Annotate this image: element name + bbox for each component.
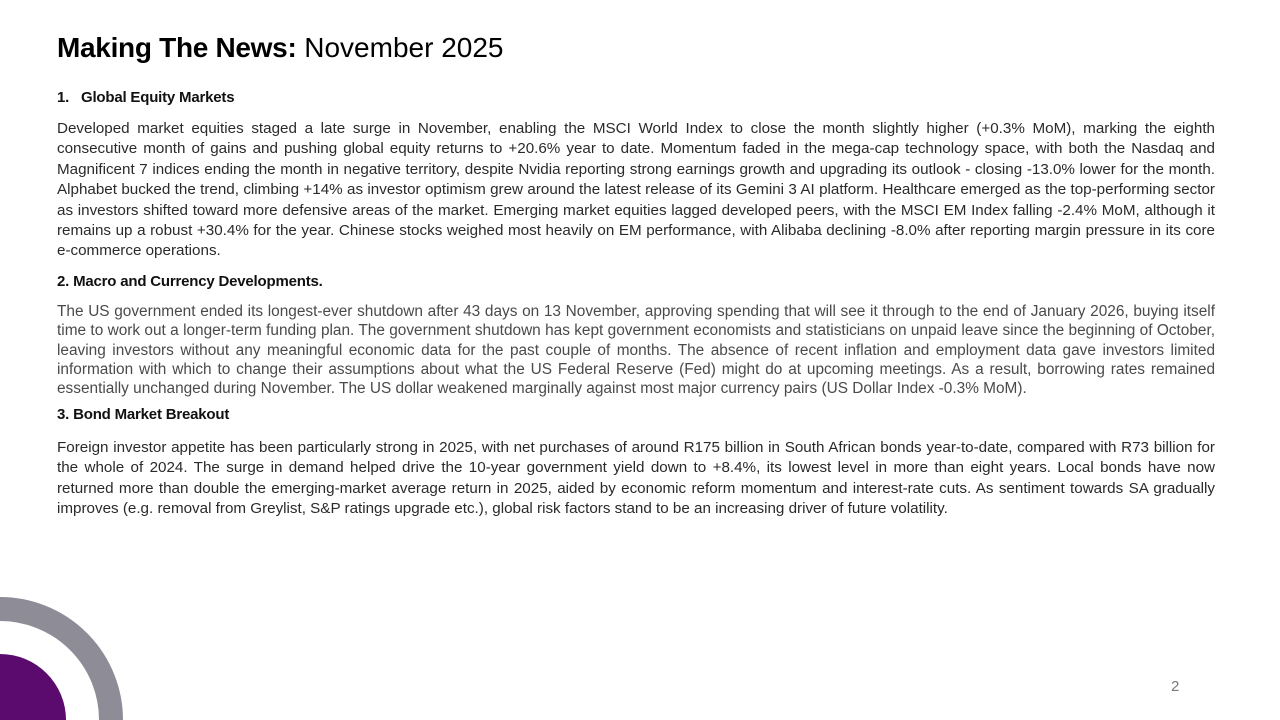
section-heading-bond-market [57, 405, 1215, 425]
section-body-macro-currency: The US government ended its longest-ever shutdown after 43 days on 13 November, approving spending that will see it through to the end of January 2026, buying itself time to work out a longer-term funding plan. The government shutdown has kept government economists and statisticians on unpaid leave since the beginning of October, leaving investors without any meaningful economic data for the past couple of months. The absence of recent inflation and employment data gave investors limited information with which to change their assumptions about what the US Federal Reserve (Fed) might do at upcoming meetings. As a result, borrowing rates remained essentially unchanged during November. The US dollar weakened marginally against most major currency pairs (US Dollar Index -0.3% MoM). [57, 302, 1215, 398]
section-heading-text: Bond Market Breakout [73, 405, 230, 423]
page-number: 2 [1171, 678, 1180, 695]
title-bold-part: Making The News: [57, 32, 297, 63]
corner-decoration [0, 0, 130, 720]
section-number: 3. [57, 405, 70, 423]
section-body-global-equity: Developed market equities staged a late surge in November, enabling the MSCI World Index to close the month slightly higher (+0.3% MoM), marking the eighth consecutive month of gains and pushing global equity returns to +20.6% year to date. Momentum faded in the mega-cap technology space, with both the Nasdaq and Magnificent 7 indices ending the month in negative territory, despite Nvidia reporting strong earnings growth and upgrading its outlook - closing -13.0% lower for the month. Alphabet bucked the trend, climbing +14% as investor optimism grew around the latest release of its Gemini 3 AI platform. Healthcare emerged as the top-performing sector as investors shifted toward more defensive areas of the market. Emerging market equities lagged developed peers, with the MSCI EM Index falling -2.4% MoM, although it remains up a robust +30.4% for the year. Chinese stocks weighed most heavily on EM performance, with Alibaba declining -8.0% after reporting margin pressure in its core e-commerce operations. [57, 120, 1215, 260]
content [57, 88, 1215, 520]
section-heading-text: Global Equity Markets [81, 89, 235, 106]
section-number: 1. [57, 89, 70, 106]
section-number: 2. [57, 272, 70, 290]
section-body-bond-market: Foreign investor appetite has been particularly strong in 2025, with net purchases of around R175 billion in South African bonds year-to-date, compared with R73 billion for the whole of 2024. The surge in demand helped drive the 10-year government yield down to +8.4%, its lowest level in more than eight years. Local bonds have now returned more than double the emerging-market average return in 2025, aided by economic reform momentum and interest-rate cuts. As sentiment towards SA gradually improves (e.g. removal from Greylist, S&P ratings upgrade etc.), global risk factors stand to be an increasing driver of future volatility. [57, 438, 1215, 518]
section-heading-text: Macro and Currency Developments. [73, 272, 323, 290]
section-heading-macro-currency [57, 272, 1215, 292]
section-heading-global-equity [57, 88, 1215, 108]
title-date-part: November 2025 [304, 32, 504, 63]
decorative-disc-icon [0, 654, 66, 720]
